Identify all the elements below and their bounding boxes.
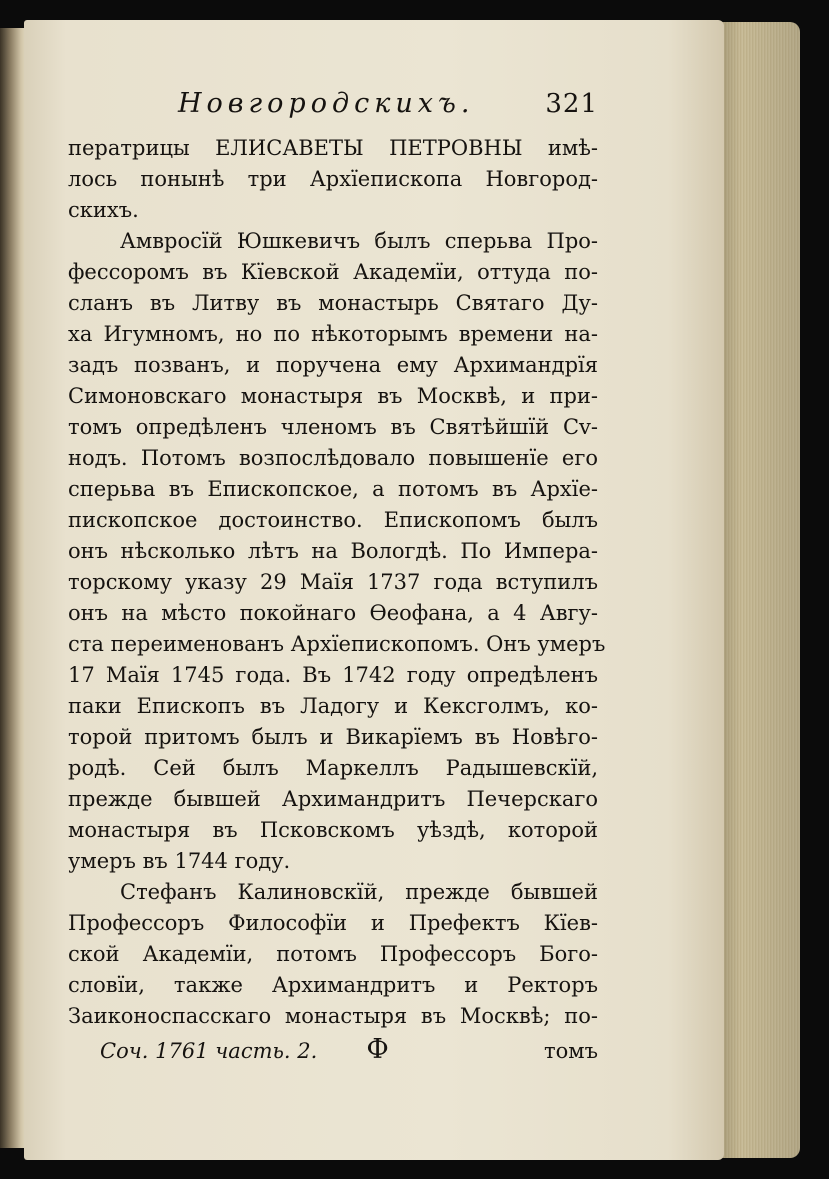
text-line: Заиконоспасскаго монастыря въ Москвѣ; по- <box>68 1004 598 1028</box>
text-line: Стефанъ Калиновскїй, прежде бывшей <box>120 880 598 904</box>
text-line: 17 Маїя 1745 года. Въ 1742 году опредѣленъ <box>68 663 598 687</box>
signature-mark: Соч. 1761 часть. 2. <box>100 1039 318 1063</box>
text-line: Амвросїй Юшкевичъ былъ сперьва Про- <box>120 229 598 253</box>
text-line: Симоновскаго монастыря въ Москвѣ, и при- <box>68 384 598 408</box>
text-line: прежде бывшей Архимандритъ Печерскаго <box>68 787 598 811</box>
text-line: сланъ въ Литву въ монастырь Святаго Ду- <box>68 291 598 315</box>
text-line: лось понынѣ три Архїепископа Новгород- <box>68 167 598 191</box>
text-line: томъ опредѣленъ членомъ въ Святѣйшїй Сv- <box>68 415 598 439</box>
text-line: Профессоръ Философїи и Префектъ Кїев- <box>68 911 598 935</box>
text-line: ха Игумномъ, но по нѣкоторымъ времени на- <box>68 322 598 346</box>
running-head: Новгородскихъ. <box>178 88 475 119</box>
page-stack-shadow <box>716 22 800 1158</box>
text-line: торскому указу 29 Маїя 1737 года вступилъ <box>68 570 598 594</box>
text-line: умеръ въ 1744 году. <box>68 849 291 873</box>
text-line: задъ позванъ, и поручена ему Архимандрїя <box>68 353 598 377</box>
page-number: 321 <box>545 89 598 119</box>
page-header <box>68 88 598 119</box>
text-line: ператрицы ЕЛИСАВЕТЫ ПЕТРОВНЫ имѣ- <box>68 136 598 160</box>
signature-letter: Ф <box>366 1034 389 1065</box>
text-line: онъ нѣсколько лѣтъ на Вологдѣ. По Импера- <box>68 539 598 563</box>
text-line: ской Академїи, потомъ Профессоръ Бого- <box>68 942 598 966</box>
text-line: нодъ. Потомъ возпослѣдовало повышенїе его <box>68 446 598 470</box>
text-line: словїи, также Архимандритъ и Ректоръ <box>68 973 598 997</box>
text-line: пископское достоинство. Епископомъ былъ <box>68 508 598 532</box>
text-line: фессоромъ въ Кїевской Академїи, оттуда по- <box>68 260 598 284</box>
text-line: монастыря въ Псковскомъ уѣздѣ, которой <box>68 818 598 842</box>
text-line: торой притомъ былъ и Викарїемъ въ Новѣго- <box>68 725 598 749</box>
text-line: ста переименованъ Архїепископомъ. Онъ умеръ <box>68 632 606 656</box>
left-page-edge <box>0 28 26 1148</box>
text-line: онъ на мѣсто покойнаго Ѳеофана, а 4 Авгу- <box>68 601 598 625</box>
page-text <box>68 88 606 1065</box>
text-line: родѣ. Сей былъ Маркеллъ Радышевскїй, <box>68 756 598 780</box>
text-line: сперьва въ Епископское, а потомъ въ Архїе- <box>68 477 598 501</box>
text-line: паки Епископъ въ Ладогу и Кексголмъ, ко- <box>68 694 598 718</box>
text-line: скихъ. <box>68 198 139 222</box>
page-footer <box>68 1034 598 1065</box>
catchword: томъ <box>544 1039 598 1063</box>
